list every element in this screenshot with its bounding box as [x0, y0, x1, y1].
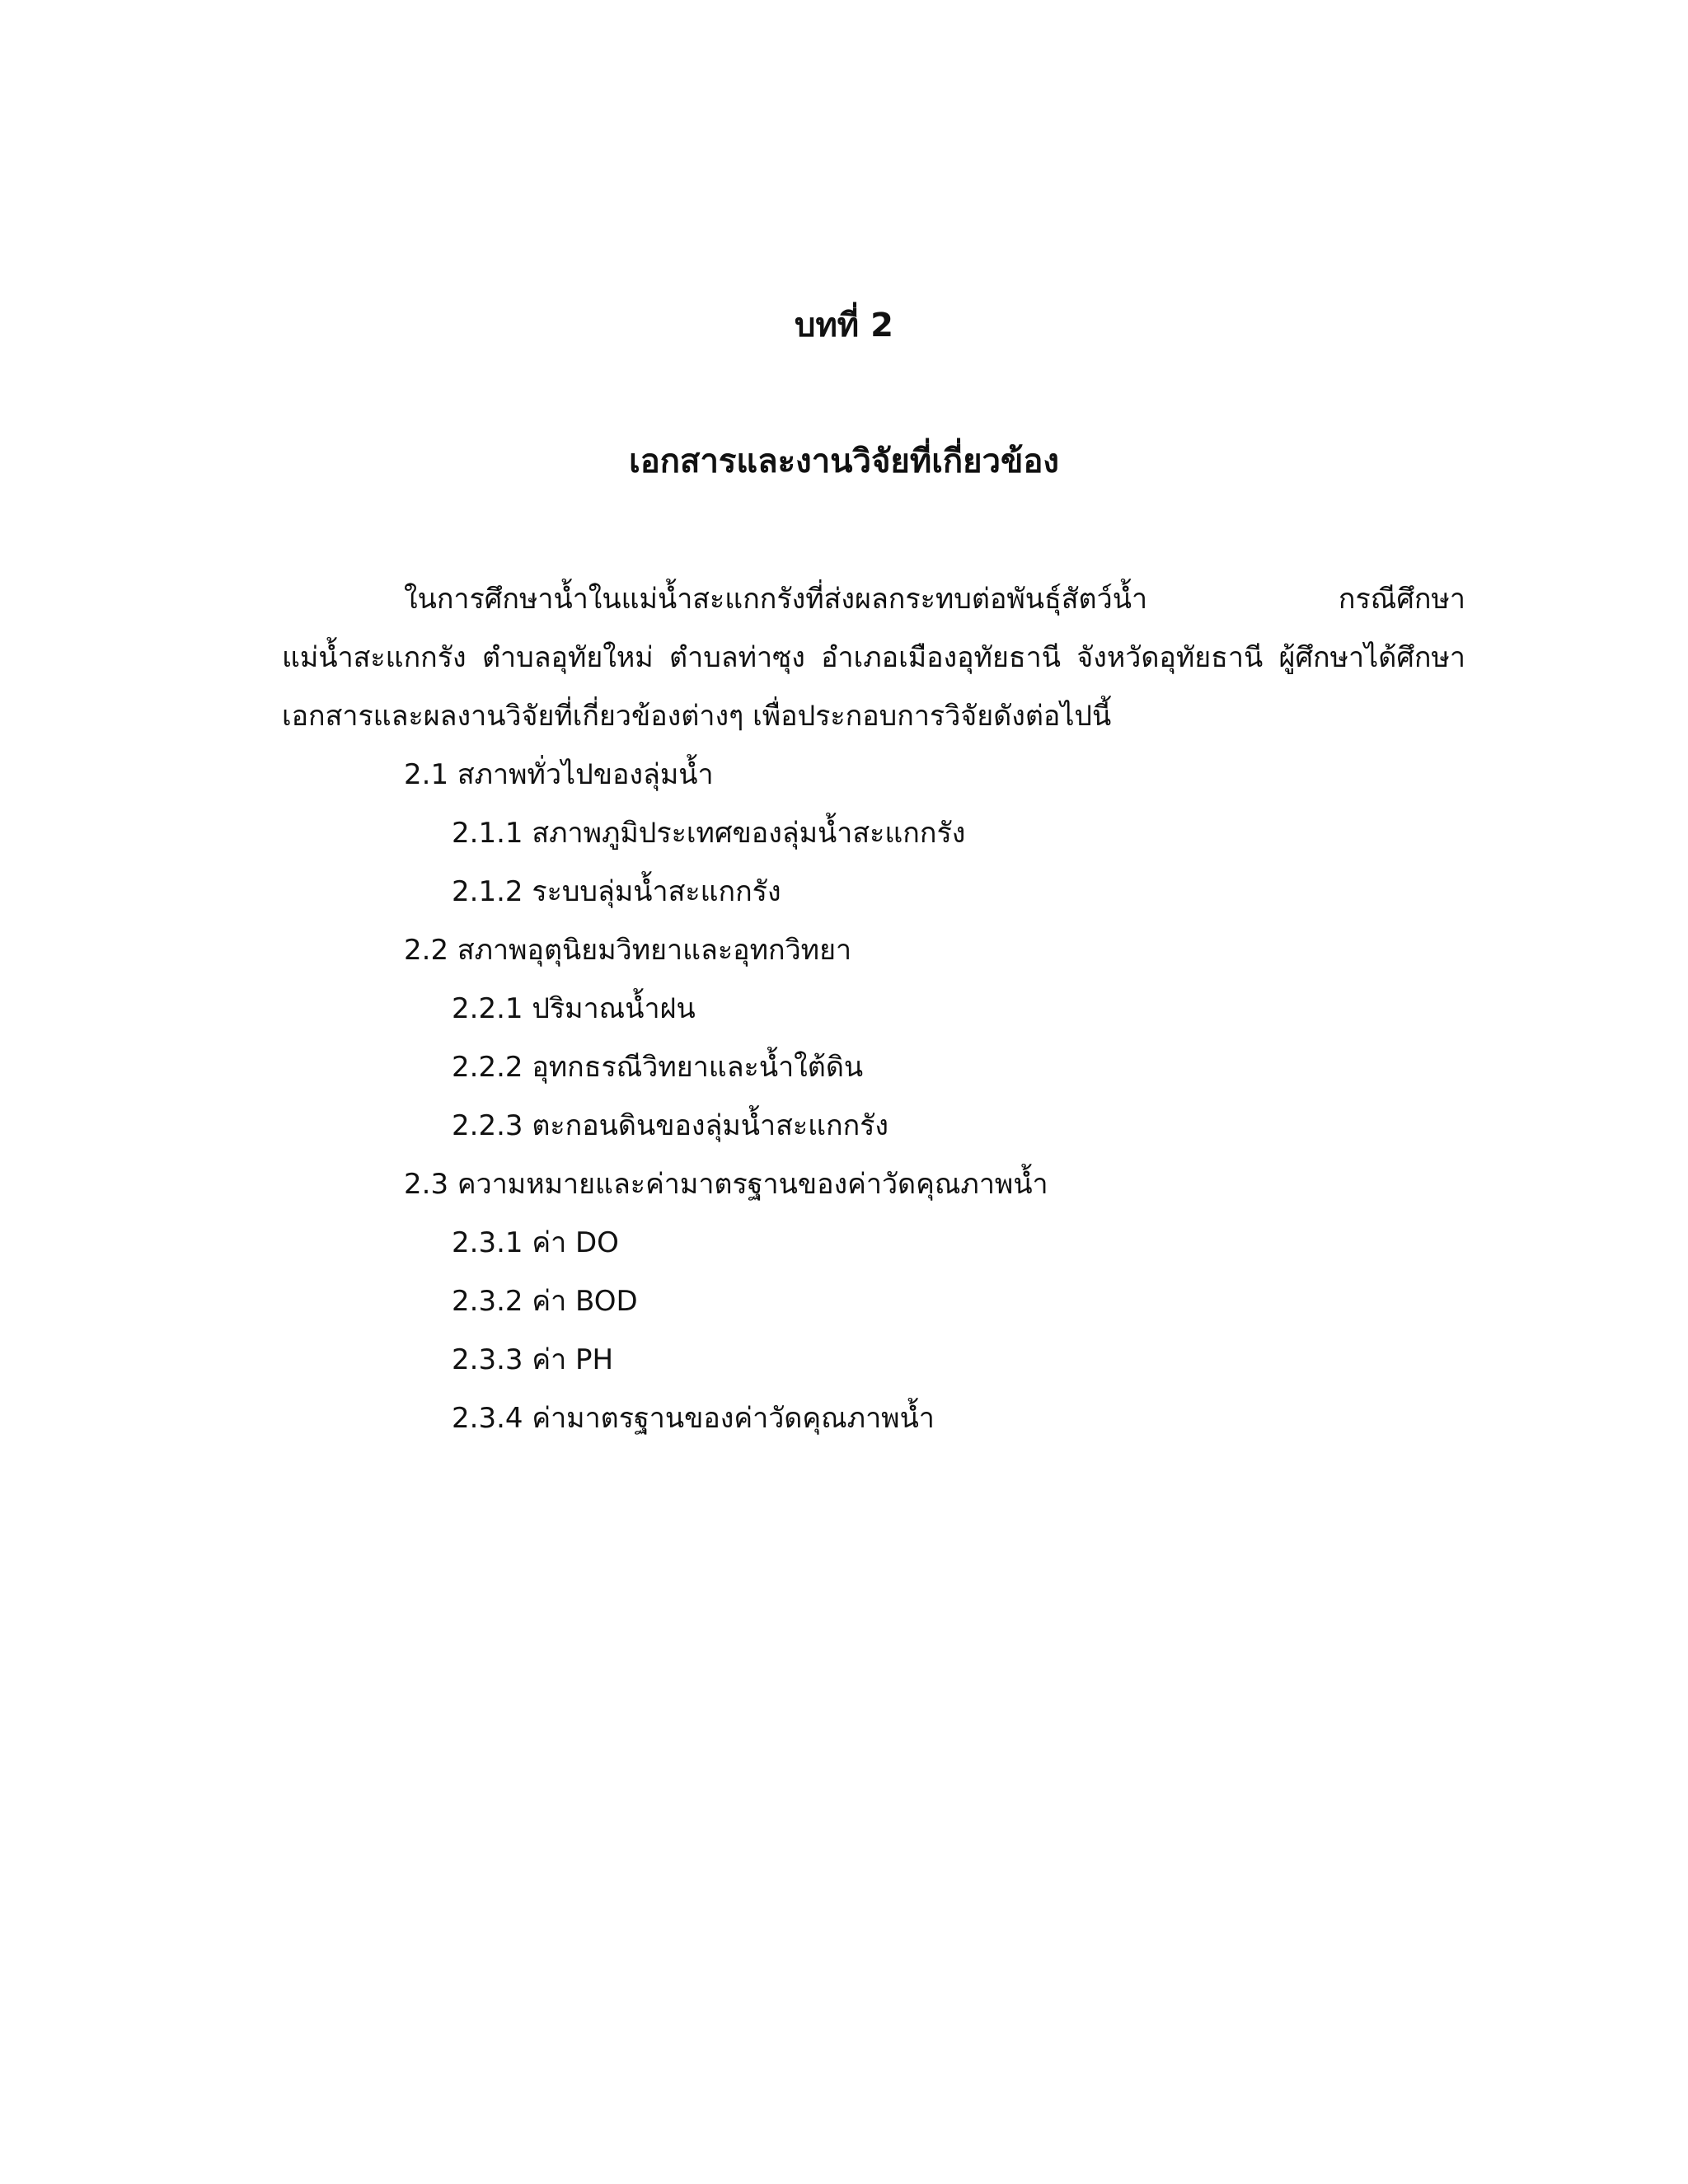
- topic-item: 2.2.1 ปริมาณน้ำฝน: [452, 992, 696, 1025]
- intro-paragraph: [282, 570, 1465, 746]
- topic-item: 2.2.3 ตะกอนดินของลุ่มน้ำสะแกกรัง: [452, 1109, 889, 1142]
- topic-item: 2.3.3 ค่า PH: [452, 1343, 614, 1376]
- intro-line: ในการศึกษาน้ำในแม่น้ำสะแกกรังที่ส่งผลกระทบต่อพันธุ์สัตว์น้ำ กรณีศึกษา: [404, 583, 1465, 616]
- topic-item: 2.1.2 ระบบลุ่มน้ำสะแกกรัง: [452, 875, 781, 908]
- topic-item: 2.3 ความหมายและค่ามาตรฐานของค่าวัดคุณภาพน้ำ: [404, 1168, 1048, 1201]
- topic-item: 2.1.1 สภาพภูมิประเทศของลุ่มน้ำสะแกกรัง: [452, 817, 966, 850]
- chapter-title: บทที่ 2: [795, 307, 893, 344]
- intro-line: เอกสารและผลงานวิจัยที่เกี่ยวข้องต่างๆ เพื่อประกอบการวิจัยดังต่อไปนี้: [282, 700, 1112, 733]
- topic-list: [282, 746, 1465, 1448]
- topic-item: 2.3.4 ค่ามาตรฐานของค่าวัดคุณภาพน้ำ: [452, 1402, 935, 1435]
- chapter-subtitle: เอกสารและงานวิจัยที่เกี่ยวข้อง: [629, 443, 1059, 480]
- topic-item: 2.3.1 ค่า DO: [452, 1226, 619, 1259]
- topic-item: 2.3.2 ค่า BOD: [452, 1285, 638, 1318]
- topic-item: 2.2 สภาพอุตุนิยมวิทยาและอุทกวิทยา: [404, 934, 852, 967]
- intro-line: แม่น้ำสะแกกรัง ตำบลอุทัยใหม่ ตำบลท่าซุง อำเภอเมืองอุทัยธานี จังหวัดอุทัยธานี ผู้ศึกษาได้ศึกษา: [282, 641, 1465, 674]
- topic-item: 2.2.2 อุทกธรณีวิทยาและน้ำใต้ดิน: [452, 1051, 864, 1084]
- topic-item: 2.1 สภาพทั่วไปของลุ่มน้ำ: [404, 758, 714, 791]
